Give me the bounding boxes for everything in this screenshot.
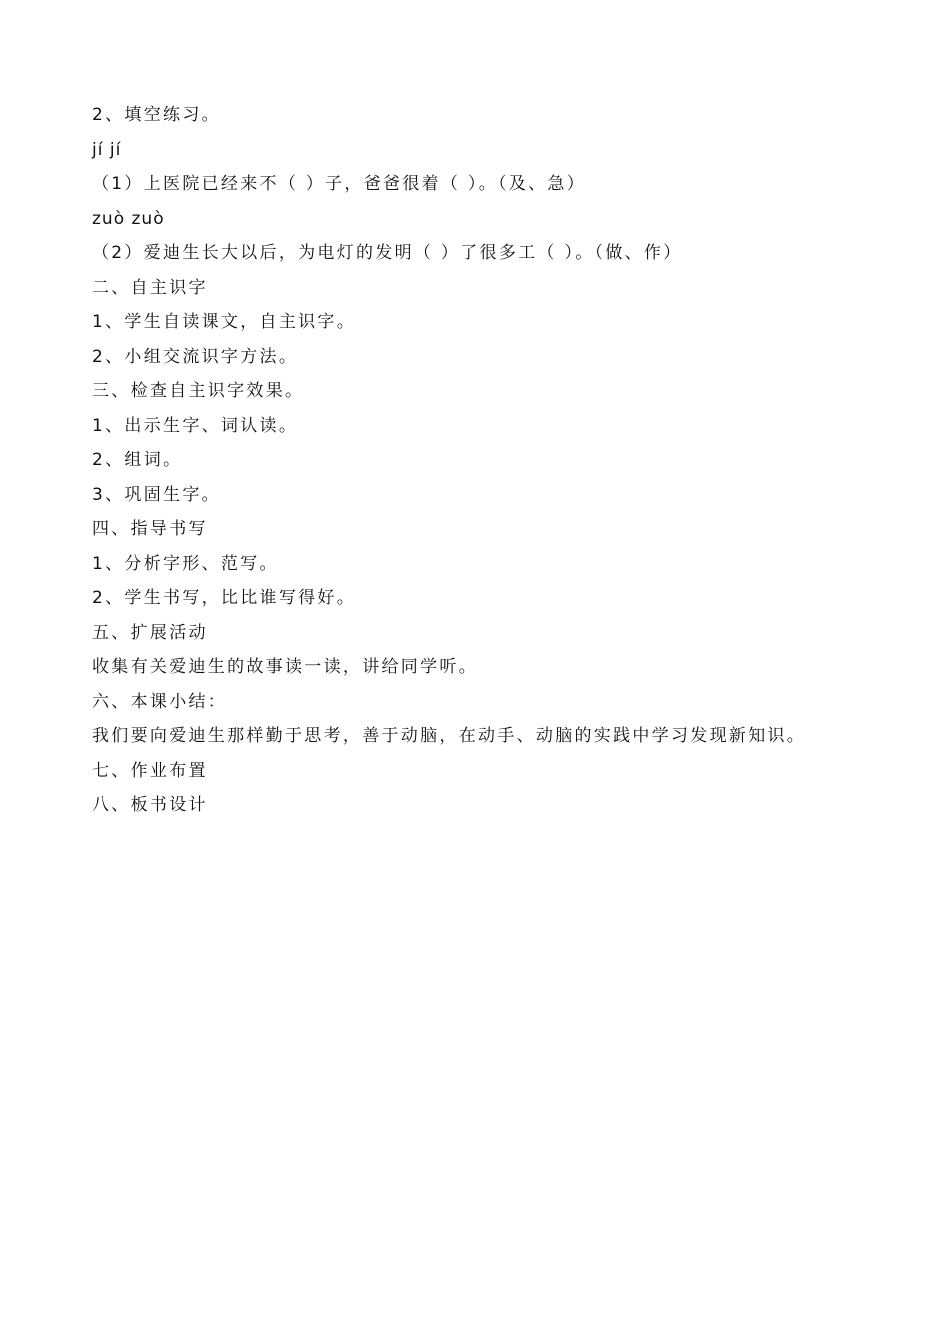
- section-2-item-2: 2、小组交流识字方法。: [92, 346, 299, 367]
- pinyin-line-2: zuò zuò: [92, 208, 165, 229]
- section-heading-3: 三、检查自主识字效果。: [92, 381, 305, 401]
- section-2-item-1: 1、学生自读课文，自主识字。: [92, 312, 357, 332]
- section-3-item-3: 3、巩固生字。: [92, 484, 221, 505]
- section-heading-5: 五、扩展活动: [92, 622, 208, 643]
- section-4-item-2: 2、学生书写，比比谁写得好。: [92, 588, 357, 608]
- section-3-item-1: 1、出示生字、词认读。: [92, 415, 299, 436]
- fill-blank-question-1: （1）上医院已经来不（ ）子，爸爸很着（ ）。（及、急）: [92, 174, 587, 194]
- section-6-text: 我们要向爱迪生那样勤于思考，善于动脑，在动手、动脑的实践中学习发现新知识。: [92, 726, 807, 746]
- section-heading-2: 二、自主识字: [92, 277, 208, 298]
- section-heading-8: 八、板书设计: [92, 795, 208, 815]
- section-heading-6: 六、本课小结：: [92, 691, 228, 712]
- exercise-heading: 2、填空练习。: [92, 105, 221, 125]
- section-heading-4: 四、指导书写: [92, 519, 208, 539]
- section-3-item-2: 2、组词。: [92, 450, 183, 470]
- pinyin-line-1: jí jí: [92, 139, 122, 160]
- section-heading-7: 七、作业布置: [92, 760, 208, 781]
- section-5-text: 收集有关爱迪生的故事读一读，讲给同学听。: [92, 657, 478, 677]
- fill-blank-question-2: （2）爱迪生长大以后，为电灯的发明（ ）了很多工（ ）。（做、作）: [92, 243, 683, 263]
- section-4-item-1: 1、分析字形、范写。: [92, 553, 279, 574]
- document-body: [92, 98, 912, 823]
